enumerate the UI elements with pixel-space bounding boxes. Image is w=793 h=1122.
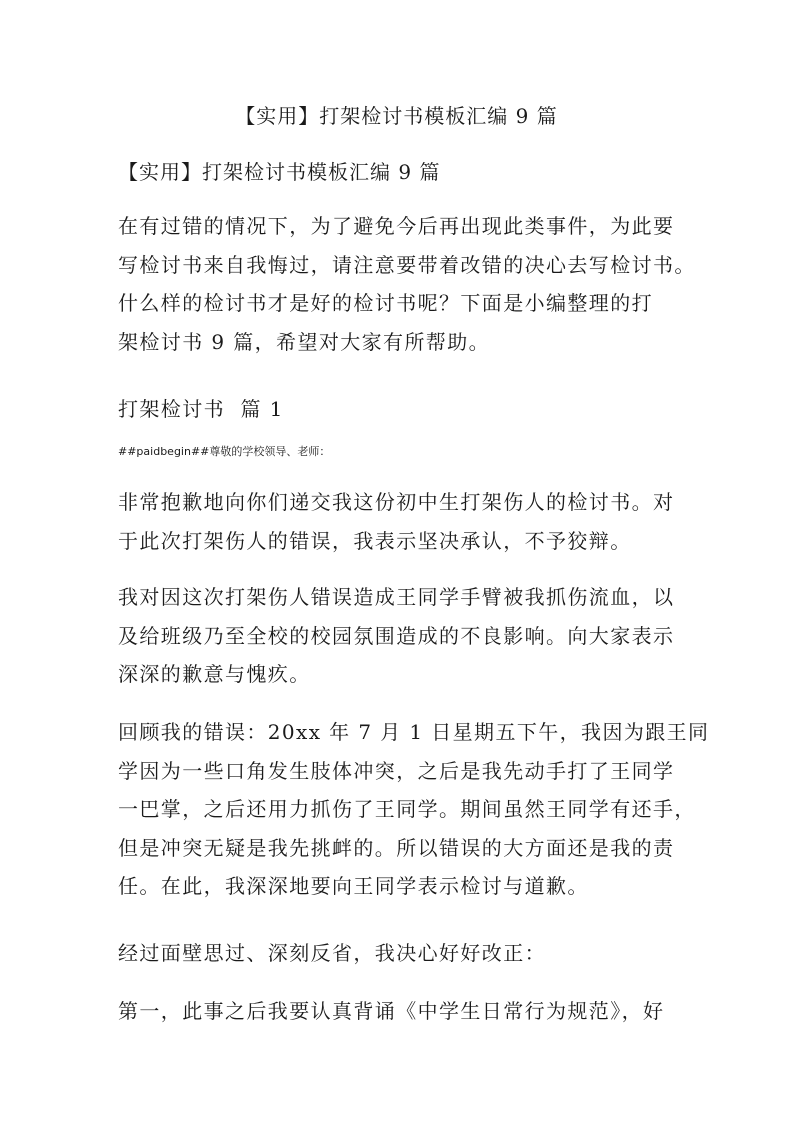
intro-line: 在有过错的情况下，为了避免今后再出现此类事件，为此要 xyxy=(118,214,675,238)
paragraph-line: 经过面壁思过、深刻反省，我决心好好改正： xyxy=(118,941,546,965)
paragraph-line: 一巴掌，之后还用力抓伤了王同学。期间虽然王同学有还手， xyxy=(118,797,696,821)
paragraph-line: 深深的歉意与愧疚。 xyxy=(118,662,311,686)
paragraph-line: 我对因这次打架伤人错误造成王同学手臂被我抓伤流血，以 xyxy=(118,585,675,609)
intro-line: 写检讨书来自我悔过，请注意要带着改错的决心去写检讨书。 xyxy=(118,252,696,277)
section-heading-text: 打架检讨书 篇 1 xyxy=(118,397,284,421)
paragraph-line: 于此次打架伤人的错误，我表示坚决承认，不予狡辩。 xyxy=(118,528,632,553)
salutation: ##paidbegin##尊敬的学校领导、老师： xyxy=(118,445,331,458)
paragraph-4 xyxy=(118,934,698,973)
paragraph-line: 学因为一些口角发生肢体冲突，之后是我先动手打了王同学 xyxy=(118,758,675,783)
paragraph-2 xyxy=(118,578,698,694)
paragraph-line: 非常抱歉地向你们递交我这份初中生打架伤人的检讨书。对 xyxy=(118,490,675,514)
paragraph-3 xyxy=(118,713,710,906)
paragraph-line: 但是冲突无疑是我先挑衅的。所以错误的大方面还是我的责 xyxy=(118,835,675,860)
document-title: 【实用】打架检讨书模板汇编 9 篇 xyxy=(235,104,558,128)
document-subtitle: 【实用】打架检讨书模板汇编 9 篇 xyxy=(118,160,441,184)
intro-paragraph xyxy=(118,207,698,361)
paragraph-line: 任。在此，我深深地要向王同学表示检讨与道歉。 xyxy=(118,874,589,898)
intro-line: 架检讨书 9 篇，希望对大家有所帮助。 xyxy=(118,329,491,354)
paragraph-line: 回顾我的错误：20xx 年 7 月 1 日星期五下午，我因为跟王同 xyxy=(118,720,710,744)
paragraph-1 xyxy=(118,483,698,560)
paragraph-5 xyxy=(118,992,698,1031)
section-heading xyxy=(118,390,698,429)
paragraph-line: 及给班级乃至全校的校园氛围造成的不良影响。向大家表示 xyxy=(118,623,675,648)
intro-line: 什么样的检讨书才是好的检讨书呢？下面是小编整理的打 xyxy=(118,291,653,315)
paragraph-line: 第一，此事之后我要认真背诵《中学生日常行为规范》，好 xyxy=(118,999,665,1023)
